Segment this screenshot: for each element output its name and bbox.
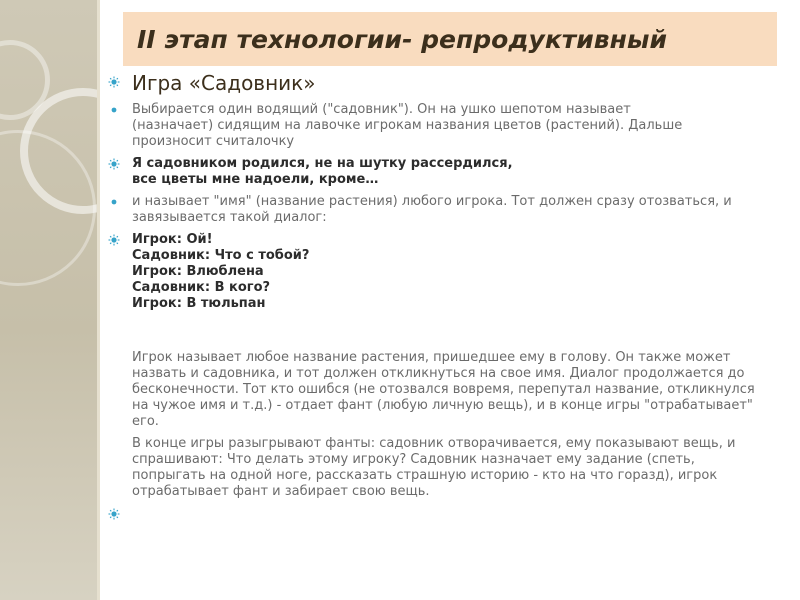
list-item [106,436,776,500]
text-line: на чужое имя и т.д.) - отдает фант (любую личную вещь), и в конце игры "отрабатывает" [132,398,753,413]
list-item-heading [106,70,776,96]
slide-content [106,70,776,528]
text-line: назвать и садовника, и тот должен откликнуться на свое имя. Диалог продолжается до [132,366,745,381]
decorative-side-panel [0,0,97,600]
sun-bullet-icon [108,76,120,88]
text-line: попрыгать на одной ноге, рассказать страшную историю - кто на что горазд), игрок [132,468,718,483]
list-item [106,102,776,150]
title-bar [123,12,777,66]
text-line: бесконечности. Тот кто ошибся (не отозвался вовремя, перепутал название, откликнулся [132,382,755,397]
sun-bullet-icon [108,158,120,170]
dot-bullet-icon [108,104,120,116]
panel-divider [97,0,100,600]
text-line: завязывается такой диалог: [132,210,327,225]
dot-bullet-icon [108,196,120,208]
text-line: Игрок: Влюблена [132,264,264,279]
text-line: (назначает) сидящим на лавочке игрокам названия цветов (растений). Дальше [132,118,683,133]
sun-bullet-icon [108,234,120,246]
text-line: его. [132,414,159,429]
slide-title: II этап технологии- репродуктивный [137,24,668,54]
text-line: Я садовником родился, не на шутку рассердился, [132,156,513,171]
text-line: отрабатывает фант и забирает свою вещь. [132,484,430,499]
list-item-empty [106,506,776,522]
text-line: произносит считалочку [132,134,295,149]
text-line: Игра «Садовник» [132,71,316,95]
list-item [106,194,776,226]
text-line: Садовник: Что с тобой? [132,248,310,263]
list-item-rhyme [106,156,776,188]
text-line: спрашивают: Что делать этому игроку? Садовник назначает ему задание (спеть, [132,452,695,467]
text-line: все цветы мне надоели, кроме… [132,172,379,187]
sun-bullet-icon [108,508,120,520]
text-line: Игрок называет любое название растения, пришедшее ему в голову. Он также может [132,350,731,365]
text-line: и называет "имя" (название растения) любого игрока. Тот должен сразу отозваться, и [132,194,732,209]
text-line: Игрок: Ой! [132,232,213,247]
list-item-dialog [106,232,776,312]
list-item [106,350,776,430]
text-line: В конце игры разыгрывают фанты: садовник отворачивается, ему показывают вещь, и [132,436,736,451]
text-line: Игрок: В тюльпан [132,296,266,311]
text-line: Садовник: В кого? [132,280,271,295]
text-line: Выбирается один водящий ("садовник"). Он на ушко шепотом называет [132,102,631,117]
